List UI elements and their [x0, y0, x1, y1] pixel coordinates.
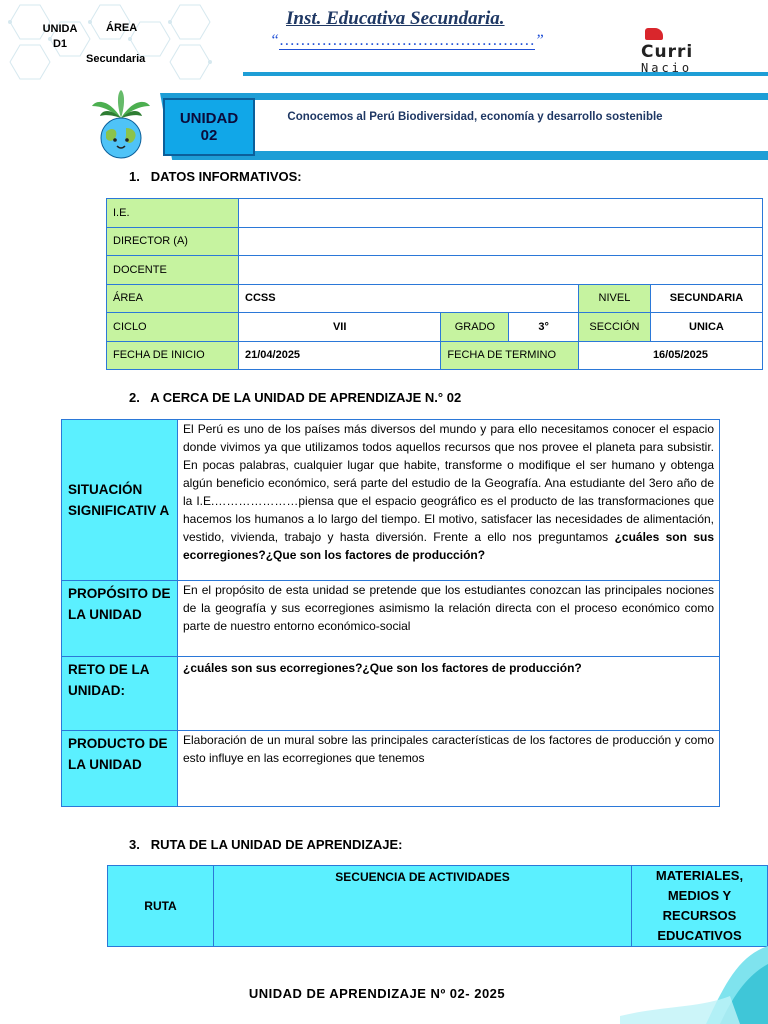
institution-title: Inst. Educativa Secundaria. [286, 8, 505, 29]
fecha-termino-value: 16/05/2025 [578, 341, 762, 370]
section-1-number: 1. [129, 169, 140, 184]
table-row [108, 866, 768, 947]
area-label: ÁREA [107, 284, 239, 313]
unit-code-label: UNIDA D1 [42, 23, 78, 50]
table-row [107, 256, 763, 285]
corner-wave-decoration [620, 946, 768, 1024]
ciclo-value: VII [239, 313, 441, 342]
producto-label: PRODUCTO DE LA UNIDAD [62, 731, 178, 807]
logo-text-line1: Curri [641, 42, 694, 62]
docente-label: DOCENTE [107, 256, 239, 285]
seccion-value: UNICA [650, 313, 762, 342]
ruta-table [107, 865, 768, 947]
section-2-number: 2. [129, 390, 140, 405]
logo-mark-icon [645, 28, 663, 40]
grado-label: GRADO [441, 313, 509, 342]
footer-title: UNIDAD DE APRENDIZAJE Nº 02- 2025 [248, 986, 506, 1001]
unit-label: UNIDAD [179, 110, 239, 127]
ie-label: I.E. [107, 199, 239, 228]
section-3-title: RUTA DE LA UNIDAD DE APRENDIZAJE: [150, 837, 403, 852]
unidad-aprendizaje-table [61, 419, 720, 807]
nivel-value: SECUNDARIA [650, 284, 762, 313]
fecha-termino-label: FECHA DE TERMINO [441, 341, 579, 370]
situacion-text-cell [178, 420, 720, 581]
section-3-heading [129, 837, 403, 852]
fecha-inicio-value: 21/04/2025 [239, 341, 441, 370]
datos-informativos-table [106, 198, 763, 370]
area-value: CCSS [239, 284, 579, 313]
table-row [107, 199, 763, 228]
unit-number: 02 [200, 127, 218, 144]
ruta-header: RUTA [108, 866, 214, 947]
table-row [107, 227, 763, 256]
curriculo-nacional-logo [637, 26, 768, 78]
section-2-title: A CERCA DE LA UNIDAD DE APRENDIZAJE N.° 02 [150, 390, 462, 405]
docente-value [239, 256, 763, 285]
director-label: DIRECTOR (A) [107, 227, 239, 256]
situacion-question: ¿cuáles son sus ecorregiones?¿Que son los factores de producción? [183, 530, 714, 562]
quote-close: ” [534, 32, 544, 49]
section-1-title: DATOS INFORMATIVOS: [150, 169, 302, 184]
area-header-label: ÁREA [106, 22, 138, 34]
reto-text: ¿cuáles son sus ecorregiones?¿Que son los factores de producción? [178, 657, 720, 731]
institution-name-placeholder [270, 32, 544, 50]
table-row [62, 420, 720, 581]
earth-plant-icon [88, 88, 154, 160]
grado-value: 3° [509, 313, 579, 342]
unit-number-box [163, 98, 255, 156]
seccion-label: SECCIÓN [578, 313, 650, 342]
section-3-number: 3. [129, 837, 140, 852]
proposito-text: En el propósito de esta unidad se pretende que los estudiantes conozcan las principales nociones de la geografía y sus ecorregiones asimismo la relación directa con el proceso económico como parte de nuestro entorno económico-social [178, 581, 720, 657]
section-1-heading [129, 169, 302, 184]
quote-dots: ………………………………………… [278, 32, 535, 49]
situacion-label: SITUACIÓN SIGNIFICATIV A [62, 420, 178, 581]
ie-value [239, 199, 763, 228]
reto-label: RETO DE LA UNIDAD: [62, 657, 178, 731]
materiales-header: MATERIALES, MEDIOS Y RECURSOS EDUCATIVOS [632, 866, 768, 947]
unit-title: Conocemos al Perú Biodiversidad, economía y desarrollo sostenible [287, 111, 663, 123]
table-row [107, 284, 763, 313]
table-row [62, 581, 720, 657]
nivel-label: NIVEL [578, 284, 650, 313]
ciclo-label: CICLO [107, 313, 239, 342]
level-header-label: Secundaria [86, 53, 146, 65]
table-row [62, 731, 720, 807]
director-value [239, 227, 763, 256]
table-row [107, 341, 763, 370]
logo-text-line2: Nacio [641, 61, 693, 75]
situacion-text: El Perú es uno de los países más diversos del mundo y para ello necesitamos conocer el espacio donde vivimos ya que utilizamos todos aquellos recursos que nos provee el planeta para subsistir. En pocas palabras, cualquier lugar que habite, transforme o modifique el ser humano y obtenga algún beneficio económico, será parte del estudio de la Geografía. Ana estudiante del 3ero año de la I.E.…………………piensa que el espacio geográfico es el producto de las transformaciones que hacemos los humanos a lo largo del tiempo. El motivo, satisfacer las necesidades de alimentación, vestido, vivienda, trabajo y hasta diversión. Frente a ello nos preguntamos [183, 422, 714, 544]
secuencia-header: SECUENCIA DE ACTIVIDADES [214, 866, 632, 947]
table-row [62, 657, 720, 731]
proposito-label: PROPÓSITO DE LA UNIDAD [62, 581, 178, 657]
table-row [107, 313, 763, 342]
banner-inner-panel [255, 100, 768, 151]
section-2-heading [129, 390, 461, 405]
quote-open: “ [270, 32, 279, 49]
fecha-inicio-label: FECHA DE INICIO [107, 341, 239, 370]
producto-text: Elaboración de un mural sobre las principales características de los factores de producción y como esto influye en las ecorregiones que tenemos [178, 731, 720, 807]
